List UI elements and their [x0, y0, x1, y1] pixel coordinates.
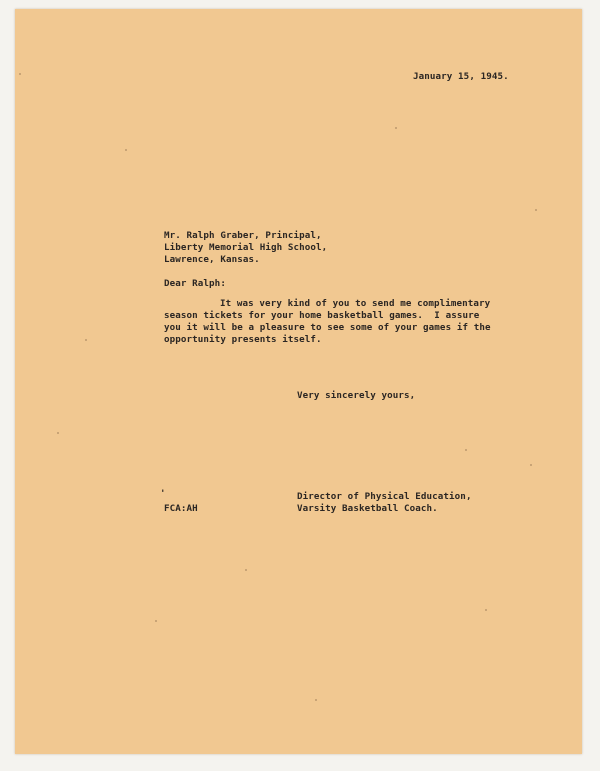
paper-speck: [19, 73, 21, 75]
letter-paper: [15, 9, 582, 754]
paper-speck: [85, 339, 87, 341]
body-line: It was very kind of you to send me complimentary: [220, 298, 491, 309]
paper-speck: [125, 149, 127, 151]
paper-speck: [155, 620, 157, 622]
paper-speck: [395, 127, 397, 129]
body-line: you it will be a pleasure to see some of your games if the: [164, 322, 491, 333]
body-line: season tickets for your home basketball games. I assure: [164, 310, 480, 321]
reference-initials: FCA:AH: [164, 503, 198, 514]
letter-date: January 15, 1945.: [413, 71, 509, 82]
paper-speck: [245, 569, 247, 571]
signature-title-line: Varsity Basketball Coach.: [297, 503, 438, 514]
typed-mark: ': [160, 488, 166, 499]
recipient-city-line: Lawrence, Kansas.: [164, 254, 260, 265]
recipient-name-line: Mr. Ralph Graber, Principal,: [164, 230, 322, 241]
signature-title-line: Director of Physical Education,: [297, 491, 472, 502]
paper-speck: [530, 464, 532, 466]
paper-speck: [315, 699, 317, 701]
body-line: opportunity presents itself.: [164, 334, 322, 345]
paper-speck: [57, 432, 59, 434]
paper-speck: [485, 609, 487, 611]
recipient-school-line: Liberty Memorial High School,: [164, 242, 328, 253]
closing: Very sincerely yours,: [297, 390, 416, 401]
paper-speck: [535, 209, 537, 211]
salutation: Dear Ralph:: [164, 278, 226, 289]
paper-speck: [465, 449, 467, 451]
